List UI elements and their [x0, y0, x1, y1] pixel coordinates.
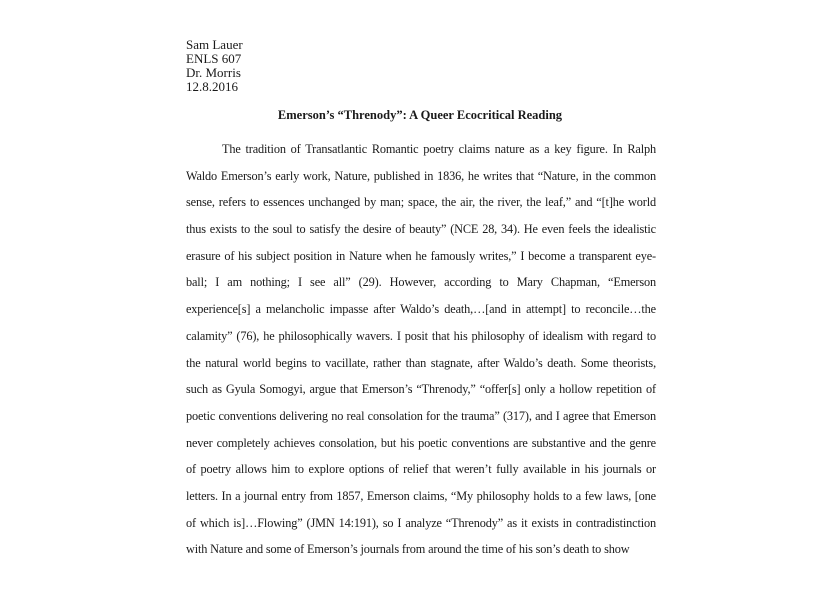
- paper-date: 12.8.2016: [186, 79, 238, 94]
- body-line: such as Gyula Somogyi, argue that Emerson’s “Threnody,” “offer[s] only a hollow repetition of: [186, 382, 656, 397]
- paper-title: Emerson’s “Threnody”: A Queer Ecocritical Reading: [277, 108, 563, 122]
- author-name: Sam Lauer: [186, 37, 243, 52]
- header-block: [186, 38, 243, 94]
- body-line: experience[s] a melancholic impasse after Waldo’s death,…[and in attempt] to reconcile…the: [186, 302, 656, 317]
- body-line: the natural world begins to vacillate, rather than stagnate, after Waldo’s death. Some theorists,: [186, 355, 656, 370]
- body-line: calamity” (76), he philosophically wavers. I posit that his philosophy of idealism with regard to: [186, 328, 656, 343]
- body-line: ball; I am nothing; I see all” (29). However, according to Mary Chapman, “Emerson: [186, 275, 656, 290]
- course-number: ENLS 607: [186, 51, 242, 66]
- body-line: thus exists to the soul to satisfy the desire of beauty” (NCE 28, 34). He even feels the idealistic: [186, 222, 656, 237]
- instructor-name: Dr. Morris: [186, 65, 241, 80]
- body-line: The tradition of Transatlantic Romantic poetry claims nature as a key figure. In Ralph: [222, 142, 656, 156]
- body-line: erasure of his subject position in Nature when he famously writes,” I become a transparent eye-: [186, 248, 656, 263]
- body-line: letters. In a journal entry from 1857, Emerson claims, “My philosophy holds to a few laws, [one: [186, 488, 656, 503]
- body-line: of which is]…Flowing” (JMN 14:191), so I analyze “Threnody” as it exists in contradistinction: [186, 515, 656, 530]
- body-line: never completely achieves consolation, but his poetic conventions are substantive and the genre: [186, 435, 656, 450]
- body-line: of poetry allows him to explore options of relief that weren’t fully available in his journals or: [186, 462, 656, 477]
- body-line: poetic conventions delivering no real consolation for the trauma” (317), and I agree that Emerson: [186, 408, 656, 423]
- body-line: sense, refers to essences unchanged by man; space, the air, the river, the leaf,” and “[t]he world: [186, 195, 656, 210]
- body-line: Waldo Emerson’s early work, Nature, published in 1836, he writes that “Nature, in the common: [186, 168, 656, 183]
- body-paragraph: [186, 136, 656, 563]
- body-line: with Nature and some of Emerson’s journals from around the time of his son’s death to show: [186, 542, 630, 557]
- document-page: [128, 0, 712, 604]
